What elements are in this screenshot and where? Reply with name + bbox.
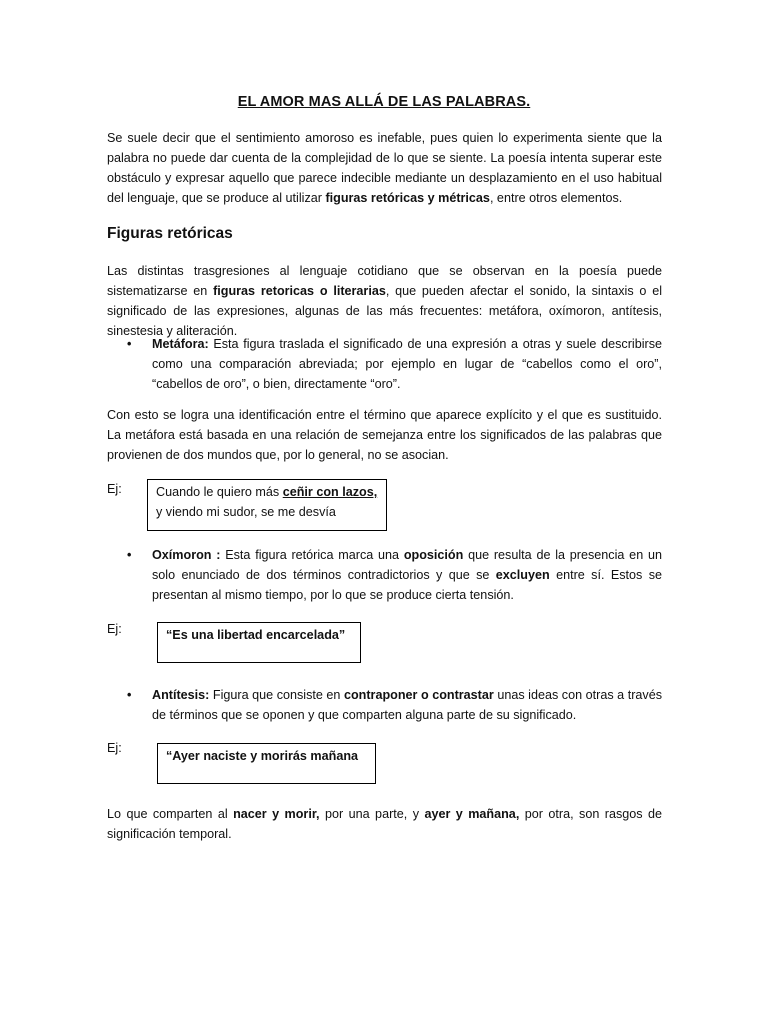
intro-paragraph	[107, 128, 662, 208]
p4-text-3: por otra, son rasgos de significación temporal.	[107, 807, 663, 841]
p2-text-1: Las distintas trasgresiones al lenguaje cotidiano que se observan en la poesía puede sistematizarse en	[107, 264, 662, 298]
bullet-oximoron	[127, 545, 662, 605]
example-1-line-1a: Cuando le quiero más	[156, 485, 283, 499]
p4-text-2: por una parte, y	[319, 807, 425, 821]
bullet-metafora-label: Metáfora:	[152, 337, 209, 351]
bullet-dot: •	[127, 688, 132, 702]
example-1-line-1	[156, 482, 378, 502]
example-box-2	[157, 622, 361, 663]
closing-paragraph	[107, 804, 662, 844]
intro-text-2: , entre otros elementos.	[489, 191, 623, 205]
example-box-1	[147, 479, 387, 531]
example-1-line-1b: ceñir con lazos,	[282, 485, 378, 499]
p4-bold-2: ayer y mañana,	[424, 807, 520, 821]
bullet-antitesis-label: Antítesis:	[152, 688, 210, 702]
bullet-oximoron-b2: excluyen	[495, 568, 550, 582]
p2-bold-1: figuras retoricas o literarias	[213, 284, 386, 298]
bullet-metafora	[127, 334, 662, 394]
p2-text-2: , que pueden afectar el sonido, la sintaxis o el significado de las expresiones, algunas de las más frecuentes: metáfora, oxímoron, antítesis, sinestesia y aliteración.	[107, 284, 662, 338]
example-label-2: Ej:	[107, 622, 122, 636]
example-1-line-2: y viendo mi sudor, se me desvía	[156, 505, 336, 519]
example-3-text: “Ayer naciste y morirás mañana	[166, 749, 359, 763]
metafora-explanation: Con esto se logra una identificación entre el término que aparece explícito y el que es sustituido. La metáfora está basada en una relación de semejanza entre los significados de las palabras que provienen de dos mundos que, por lo general, no se asocian.	[107, 408, 662, 462]
bullet-oximoron-text	[152, 545, 662, 605]
bullet-antitesis	[127, 685, 662, 725]
bullet-antitesis-t2: unas ideas con otras a través de términos que se oponen y que comparten alguna parte de su significado.	[152, 688, 662, 722]
bullet-antitesis-text	[152, 685, 662, 725]
example-2-text: “Es una libertad encarcelada”	[166, 628, 346, 642]
bullet-antitesis-t1: Figura que consiste en	[209, 688, 344, 702]
bullet-metafora-text	[152, 334, 662, 394]
example-label-1: Ej:	[107, 482, 122, 496]
bullet-oximoron-label: Oxímoron :	[152, 548, 221, 562]
bullet-metafora-body: Esta figura traslada el significado de una expresión a otras y suele describirse como una comparación abreviada; por ejemplo en lugar de “cabellos como el oro”, “cabellos de oro”, o bien, directamente “oro”.	[152, 337, 662, 391]
bullet-oximoron-b1: oposición	[403, 548, 464, 562]
section-heading: Figuras retóricas	[107, 225, 233, 242]
document-title: EL AMOR MAS ALLÁ DE LAS PALABRAS.	[237, 94, 531, 110]
bullet-dot: •	[127, 548, 132, 562]
example-box-3	[157, 743, 376, 784]
intro-bold-1: figuras retóricas y métricas	[325, 191, 490, 205]
bullet-antitesis-b1: contraponer o contrastar	[343, 688, 494, 702]
intro-text-1: Se suele decir que el sentimiento amoroso es inefable, pues quien lo experimenta siente que la palabra no puede dar cuenta de la complejidad de lo que se siente. La poesía intenta superar este obstáculo y expresar aquello que parece indecible mediante un desplazamiento en el uso habitual del lenguaje, que se produce al utilizar	[107, 131, 662, 205]
p4-text-1: Lo que comparten al	[107, 807, 234, 821]
p4-bold-1: nacer y morir,	[233, 807, 320, 821]
bullet-oximoron-t2: que resulta de la presencia en un solo enunciado de dos términos contradictorios y que se	[152, 548, 662, 582]
figures-paragraph	[107, 261, 662, 341]
example-label-3: Ej:	[107, 741, 122, 755]
bullet-oximoron-t3: entre sí. Estos se presentan al mismo tiempo, por lo que se produce cierta tensión.	[152, 568, 663, 602]
bullet-oximoron-t1: Esta figura retórica marca una	[220, 548, 404, 562]
bullet-dot: •	[127, 337, 132, 351]
